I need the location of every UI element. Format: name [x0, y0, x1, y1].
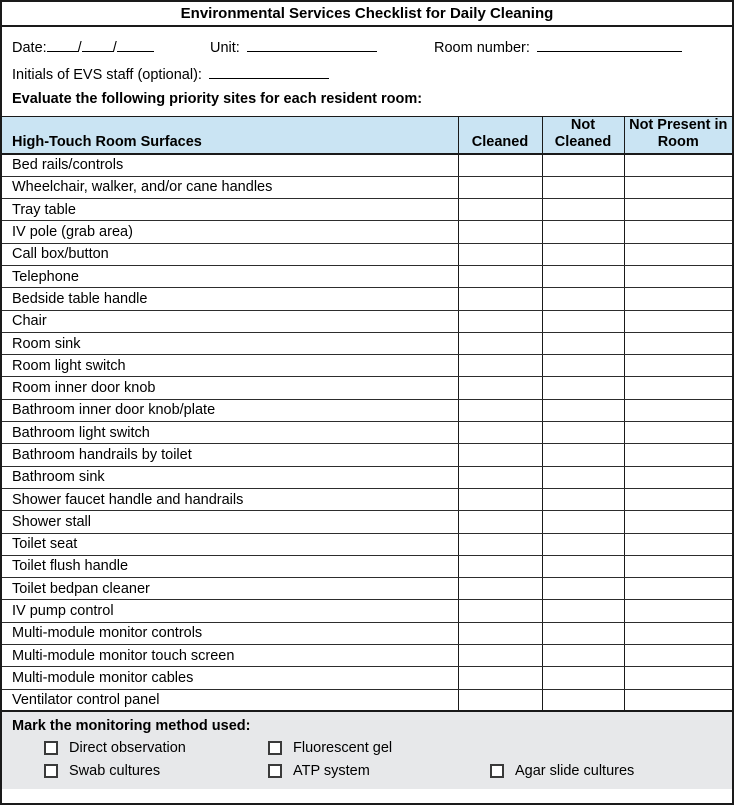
cell-cleaned[interactable] [458, 265, 542, 287]
cell-cleaned[interactable] [458, 444, 542, 466]
table-row [2, 667, 732, 689]
cell-not-present[interactable] [624, 265, 732, 287]
surface-label: Shower stall [2, 511, 458, 533]
cell-not-present[interactable] [624, 176, 732, 198]
cell-not-cleaned[interactable] [542, 154, 624, 176]
room-field-group [434, 38, 732, 56]
table-header [2, 117, 732, 155]
column-header-not-present: Not Present in Room [624, 117, 732, 155]
checklist-table [2, 116, 732, 712]
cell-not-cleaned[interactable] [542, 533, 624, 555]
surface-label: Bedside table handle [2, 288, 458, 310]
cell-cleaned[interactable] [458, 622, 542, 644]
table-row [2, 199, 732, 221]
table-row [2, 243, 732, 265]
surface-label: Bathroom inner door knob/plate [2, 399, 458, 421]
cell-not-cleaned[interactable] [542, 422, 624, 444]
surface-label: Room inner door knob [2, 377, 458, 399]
cell-cleaned[interactable] [458, 243, 542, 265]
direct-observation-checkbox[interactable] [44, 741, 58, 755]
table-row [2, 645, 732, 667]
cell-cleaned[interactable] [458, 555, 542, 577]
table-row [2, 399, 732, 421]
cell-not-cleaned[interactable] [542, 199, 624, 221]
cell-not-present[interactable] [624, 533, 732, 555]
surface-label: Room light switch [2, 355, 458, 377]
initials-label: Initials of EVS staff (optional): [12, 67, 202, 83]
surface-label: Toilet bedpan cleaner [2, 578, 458, 600]
surface-label: Bathroom handrails by toilet [2, 444, 458, 466]
cell-not-cleaned[interactable] [542, 555, 624, 577]
surface-label: IV pump control [2, 600, 458, 622]
table-row [2, 332, 732, 354]
header-row [2, 117, 732, 155]
table-row [2, 265, 732, 287]
table-row [2, 689, 732, 711]
atp-system-label: ATP system [293, 763, 370, 780]
cell-not-present[interactable] [624, 288, 732, 310]
cell-not-present[interactable] [624, 310, 732, 332]
option-agar-slide-cultures[interactable] [490, 763, 732, 779]
monitoring-section [2, 712, 732, 789]
surface-label: Telephone [2, 265, 458, 287]
direct-observation-label: Direct observation [69, 740, 186, 757]
cell-not-cleaned[interactable] [542, 578, 624, 600]
cell-not-cleaned[interactable] [542, 377, 624, 399]
option-atp-system[interactable] [268, 763, 490, 779]
cell-cleaned[interactable] [458, 288, 542, 310]
cell-not-cleaned[interactable] [542, 355, 624, 377]
table-row [2, 511, 732, 533]
date-slash-1: / [77, 40, 82, 56]
table-row [2, 355, 732, 377]
atp-system-checkbox[interactable] [268, 764, 282, 778]
cell-cleaned[interactable] [458, 176, 542, 198]
surface-label: Room sink [2, 332, 458, 354]
instruction-text: Evaluate the following priority sites for each resident room: [12, 91, 423, 107]
cell-not-cleaned[interactable] [542, 466, 624, 488]
cell-not-cleaned[interactable] [542, 600, 624, 622]
room-number-label: Room number: [434, 40, 530, 56]
surface-label: Toilet seat [2, 533, 458, 555]
cell-cleaned[interactable] [458, 422, 542, 444]
table-row [2, 288, 732, 310]
cell-cleaned[interactable] [458, 667, 542, 689]
surface-label: Bathroom sink [2, 466, 458, 488]
cell-not-present[interactable] [624, 511, 732, 533]
cell-cleaned[interactable] [458, 578, 542, 600]
date-month-input[interactable] [47, 38, 78, 52]
cell-cleaned[interactable] [458, 310, 542, 332]
monitoring-heading: Mark the monitoring method used: [12, 718, 251, 735]
cell-not-cleaned[interactable] [542, 645, 624, 667]
date-label: Date: [12, 40, 47, 56]
table-row [2, 154, 732, 176]
cell-not-present[interactable] [624, 578, 732, 600]
cell-cleaned[interactable] [458, 533, 542, 555]
room-number-input[interactable] [537, 38, 682, 52]
cell-not-present[interactable] [624, 600, 732, 622]
table-row [2, 600, 732, 622]
surface-label: Wheelchair, walker, and/or cane handles [2, 176, 458, 198]
cell-cleaned[interactable] [458, 645, 542, 667]
table-row [2, 578, 732, 600]
cell-not-cleaned[interactable] [542, 221, 624, 243]
cell-not-present[interactable] [624, 377, 732, 399]
cell-not-present[interactable] [624, 645, 732, 667]
cell-not-present[interactable] [624, 667, 732, 689]
cell-not-cleaned[interactable] [542, 444, 624, 466]
table-row [2, 555, 732, 577]
cell-not-present[interactable] [624, 488, 732, 510]
cell-not-present[interactable] [624, 689, 732, 711]
cell-not-present[interactable] [624, 154, 732, 176]
cell-not-cleaned[interactable] [542, 176, 624, 198]
cell-cleaned[interactable] [458, 332, 542, 354]
cell-cleaned[interactable] [458, 689, 542, 711]
cell-cleaned[interactable] [458, 355, 542, 377]
table-row [2, 444, 732, 466]
date-slash-2: / [112, 40, 117, 56]
option-direct-observation[interactable] [44, 740, 268, 756]
cell-not-cleaned[interactable] [542, 488, 624, 510]
info-section [2, 38, 732, 116]
date-field-group [12, 38, 210, 56]
cell-not-present[interactable] [624, 444, 732, 466]
column-header-cleaned: Cleaned [458, 117, 542, 155]
unit-input[interactable] [247, 38, 377, 52]
surface-label: Bathroom light switch [2, 422, 458, 444]
swab-cultures-checkbox[interactable] [44, 764, 58, 778]
cell-cleaned[interactable] [458, 511, 542, 533]
cell-cleaned[interactable] [458, 199, 542, 221]
cell-not-present[interactable] [624, 332, 732, 354]
unit-field-group [210, 38, 434, 56]
surface-label: Tray table [2, 199, 458, 221]
table-row [2, 488, 732, 510]
cell-cleaned[interactable] [458, 399, 542, 421]
agar-slide-cultures-checkbox[interactable] [490, 764, 504, 778]
surface-label: Chair [2, 310, 458, 332]
cell-not-cleaned[interactable] [542, 265, 624, 287]
page-title: Environmental Services Checklist for Daily Cleaning [2, 2, 732, 27]
surface-label: IV pole (grab area) [2, 221, 458, 243]
fluorescent-gel-checkbox[interactable] [268, 741, 282, 755]
cell-not-cleaned[interactable] [542, 689, 624, 711]
cell-not-present[interactable] [624, 422, 732, 444]
cell-not-present[interactable] [624, 555, 732, 577]
cell-not-present[interactable] [624, 221, 732, 243]
cell-not-cleaned[interactable] [542, 332, 624, 354]
cell-not-present[interactable] [624, 243, 732, 265]
cell-not-cleaned[interactable] [542, 622, 624, 644]
checklist-table-body [2, 154, 732, 711]
monitoring-row-2 [12, 763, 732, 779]
agar-slide-cultures-label: Agar slide cultures [515, 763, 635, 780]
date-day-input[interactable] [82, 38, 113, 52]
date-year-input[interactable] [117, 38, 154, 52]
cell-not-cleaned[interactable] [542, 667, 624, 689]
cell-cleaned[interactable] [458, 377, 542, 399]
cell-cleaned[interactable] [458, 466, 542, 488]
info-row-2 [12, 65, 732, 83]
cell-not-cleaned[interactable] [542, 288, 624, 310]
cell-cleaned[interactable] [458, 154, 542, 176]
surface-label: Multi-module monitor cables [2, 667, 458, 689]
unit-label: Unit: [210, 40, 240, 56]
table-row [2, 310, 732, 332]
initials-input[interactable] [209, 65, 329, 79]
cell-not-present[interactable] [624, 199, 732, 221]
cell-cleaned[interactable] [458, 600, 542, 622]
cell-not-present[interactable] [624, 622, 732, 644]
table-row [2, 622, 732, 644]
monitoring-row-1 [12, 740, 732, 756]
column-header-not-cleaned: Not Cleaned [542, 117, 624, 155]
swab-cultures-label: Swab cultures [69, 763, 161, 780]
table-row [2, 422, 732, 444]
surface-label: Shower faucet handle and handrails [2, 488, 458, 510]
cell-cleaned[interactable] [458, 488, 542, 510]
cell-not-cleaned[interactable] [542, 243, 624, 265]
surface-label: Multi-module monitor touch screen [2, 645, 458, 667]
info-row-1 [12, 38, 732, 56]
fluorescent-gel-label: Fluorescent gel [293, 740, 393, 757]
cell-not-present[interactable] [624, 355, 732, 377]
option-swab-cultures[interactable] [44, 763, 268, 779]
table-row [2, 377, 732, 399]
cell-not-cleaned[interactable] [542, 310, 624, 332]
table-row [2, 176, 732, 198]
table-row [2, 533, 732, 555]
surface-label: Multi-module monitor controls [2, 622, 458, 644]
table-row [2, 221, 732, 243]
cell-not-present[interactable] [624, 399, 732, 421]
cell-not-cleaned[interactable] [542, 511, 624, 533]
cell-not-cleaned[interactable] [542, 399, 624, 421]
cell-not-present[interactable] [624, 466, 732, 488]
column-header-surfaces: High-Touch Room Surfaces [2, 117, 458, 155]
surface-label: Bed rails/controls [2, 154, 458, 176]
surface-label: Ventilator control panel [2, 689, 458, 711]
cell-cleaned[interactable] [458, 221, 542, 243]
surface-label: Call box/button [2, 243, 458, 265]
surface-label: Toilet flush handle [2, 555, 458, 577]
option-fluorescent-gel[interactable] [268, 740, 490, 756]
table-row [2, 466, 732, 488]
